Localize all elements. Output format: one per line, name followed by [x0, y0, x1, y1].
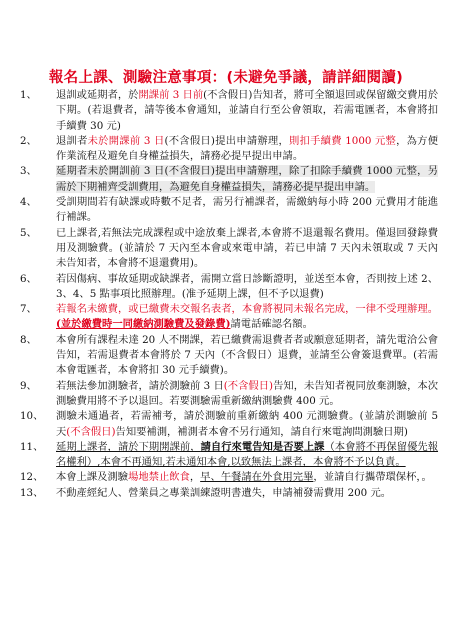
item-text — [56, 302, 438, 333]
notice-item-11 — [0, 440, 452, 471]
page-title: 報名上課、測驗注意事項：(未避免爭議，請詳細閱讀) — [48, 70, 404, 86]
text-segment: 若報名未繳費，或已繳費未交報名表者，本會將視同未報名完成，一律不受理辦理。 — [56, 303, 438, 316]
item-number: 7、 — [20, 303, 37, 316]
item-text — [56, 440, 438, 471]
text-segment: 延期上課者，請於下期開課前， — [56, 440, 201, 453]
text-segment: (並於繳費時一同繳納測驗費及發錄費) — [56, 318, 231, 331]
text-segment: 場地禁止飲食 — [128, 471, 190, 484]
item-text — [56, 272, 438, 303]
item-text — [56, 409, 438, 440]
text-segment: 本會上課及測驗 — [56, 471, 129, 484]
item-number: 4、 — [20, 196, 37, 209]
item-text — [56, 88, 438, 134]
text-segment: 已上課者,若無法完成課程或中途放棄上課者,本會將不退還報名費用。僅退回發錄費用及測驗費。(並請於 7 天內至本會或來電申請，若已申請 7 天內未領取或 7 天內未告知者，本會將不退還費用)。 — [56, 226, 438, 270]
notice-item-8 — [0, 333, 452, 379]
text-segment: 請電話確認名額。 — [230, 318, 313, 331]
notice-item-4 — [0, 195, 452, 226]
notice-item-7 — [0, 302, 452, 333]
text-segment: (不含假日)告知者，將可全額退回或保留繳交費用於下期。(若退費者，請等後本會通知，並請自行至公會領取，若需電匯者，本會將扣手續費 30 元) — [56, 89, 438, 132]
item-text — [56, 195, 438, 226]
item-text — [56, 470, 438, 485]
item-text — [56, 379, 438, 410]
notice-item-13 — [0, 486, 452, 501]
text-segment: 本會所有課程未達 20 人不開課，若已繳費需退費者者或願意延期者，請先電洽公會告知，若需退費者本會將於 7 天內（不含假日）退費，並請至公會簽退費單。(若需本會電匯者，本會將扣 30 元手續費)。 — [56, 333, 438, 377]
item-number: 6、 — [20, 272, 37, 285]
item-text — [56, 226, 438, 272]
text-segment: 開課前 3 日前 — [138, 89, 204, 101]
item-number: 11、 — [20, 440, 44, 453]
text-segment: 早、午餐請在外食用完畢 — [200, 471, 314, 484]
item-number: 5、 — [20, 226, 37, 239]
notice-item-10 — [0, 409, 452, 440]
text-segment: ，為方便作業流程及避免自身權益損失，請務必提早提出申請。 — [56, 134, 439, 163]
item-number: 8、 — [20, 333, 37, 346]
notice-item-2 — [0, 134, 452, 165]
text-segment: ， — [189, 471, 201, 484]
text-segment: 告知要補測，補測者本會不另行通知，請自行來電詢問測驗日期) — [115, 425, 408, 438]
notice-item-12 — [0, 470, 452, 485]
item-text — [56, 333, 438, 379]
text-segment: 退訓或延期者，於 — [56, 89, 139, 101]
text-segment: 測驗未通過者，若需補考，請於測驗前重新繳納 400 元測驗費。(並請於測驗前 5 天 — [56, 410, 438, 438]
notice-item-9 — [0, 379, 452, 410]
item-number: 1、 — [20, 89, 37, 101]
text-segment: 退訓者 — [56, 134, 88, 147]
text-segment: 告知，未告知者視同放棄測驗，本次測驗費用將不予以退回。若要測驗需重新繳納測驗費 400 元。 — [56, 379, 439, 407]
item-text — [56, 486, 438, 501]
item-text — [56, 134, 438, 165]
notice-item-1 — [0, 88, 452, 134]
text-segment: 若因傷病、事故延期或缺課者，需開立當日診斷證明，並送至本會，否則按上述 2、3、4、5 點事項比照辦理。(准予延期上課，但不予以退費) — [56, 272, 438, 300]
text-segment: ，並請自行攜帶環保杯，。 — [313, 471, 432, 484]
item-number: 10、 — [20, 410, 44, 423]
item-number: 12、 — [20, 471, 44, 484]
item-number: 2、 — [20, 134, 37, 147]
text-segment: (不含假日)提出申請辦理， — [164, 134, 290, 147]
item-number: 13、 — [20, 486, 44, 499]
text-segment: 則扣手續費 1000 元整 — [289, 134, 397, 147]
item-number: 9、 — [20, 379, 37, 392]
notice-item-5 — [0, 226, 452, 272]
text-segment: 受訓期間若有缺課或時數不足者，需另行補課者，需繳納每小時 200 元費用才能進行補課。 — [56, 196, 438, 224]
text-segment: (不含假日) — [66, 425, 116, 438]
item-text — [56, 164, 438, 195]
notice-item-3 — [0, 164, 452, 195]
text-segment: 請自行來電告知是否要上課 — [200, 440, 325, 453]
notice-list — [0, 88, 452, 501]
item-number: 3、 — [20, 165, 37, 178]
text-segment: 若無法參加測驗者，請於測驗前 3 日 — [56, 379, 224, 392]
text-segment: 延期者未於開訓前 3 日(不含假日)提出申請辦理，除了扣除手續費 1000 元整，另需於下期補齊受訓費用，為避免自身權益損失，請務必提早提出申請。 — [56, 165, 438, 193]
text-segment: 未於開課前 3 日 — [87, 134, 165, 147]
text-segment: 不動產經紀人、營業員之專業訓練證明書遺失，申請補發需費用 200 元。 — [56, 486, 392, 499]
text-segment: （本會將不再保留優先報名權利）,本會不再通知,若未通知本會,以致無法上課者，本會將不予以負責。 — [56, 440, 439, 469]
text-segment: (不含假日) — [223, 379, 274, 392]
notice-item-6 — [0, 272, 452, 303]
